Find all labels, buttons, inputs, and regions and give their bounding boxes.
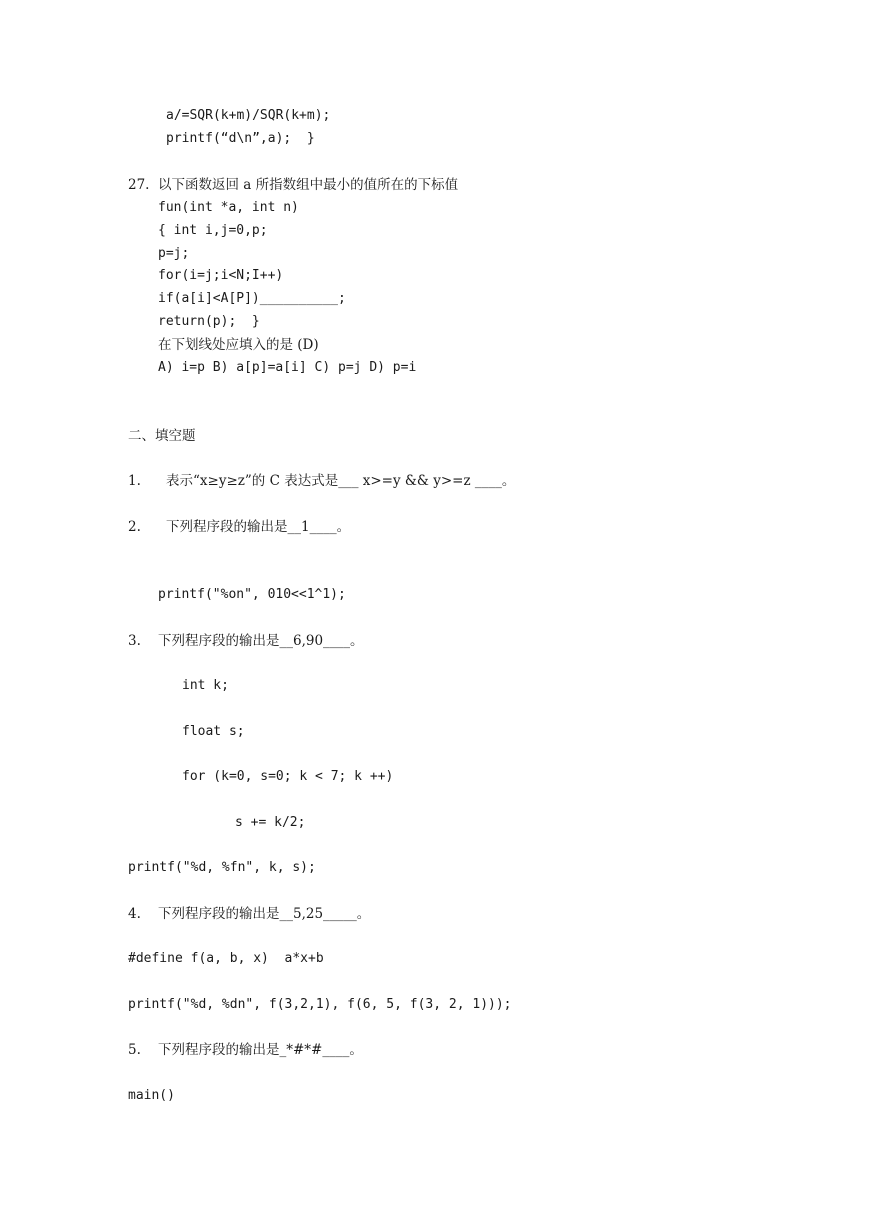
code-line: return(p); } [158,314,260,329]
question-number: 2. [128,519,141,535]
question-number: 5. [128,1042,141,1058]
question-text: 下列程序段的输出是_*#*#____。 [158,1042,363,1058]
code-line: float s; [182,724,245,739]
question-text: 下列程序段的输出是__5,25_____。 [158,906,371,922]
question-text: 下列程序段的输出是__6,90____。 [158,633,364,649]
code-line: s += k/2; [235,815,306,830]
question-text: 表示“x≥y≥z”的 C 表达式是___ x>=y && y>=z ____。 [166,473,516,489]
section-heading: 二、填空题 [128,428,196,444]
code-line: #define f(a, b, x) a*x+b [128,951,324,966]
code-line: printf("%d, %fn", k, s); [128,860,316,875]
question-prompt: 在下划线处应填入的是 (D) [158,337,319,353]
code-line: if(a[i]<A[P])__________; [158,291,346,306]
question-title: 以下函数返回 a 所指数组中最小的值所在的下标值 [158,177,459,193]
code-line: p=j; [158,246,190,261]
code-line: printf("%d, %dn", f(3,2,1), f(6, 5, f(3, 2, 1))); [128,997,512,1012]
code-line: a/=SQR(k+m)/SQR(k+m); [166,108,331,123]
code-line: for (k=0, s=0; k < 7; k ++) [182,769,394,784]
question-text: 下列程序段的输出是__1____。 [166,519,351,535]
code-line: printf(“d\n”,a); } [166,131,315,146]
question-number: 1. [128,473,141,489]
question-number: 27. [128,177,150,193]
code-line: fun(int *a, int n) [158,200,299,215]
question-number: 4. [128,906,141,922]
answer-options: A) i=p B) a[p]=a[i] C) p=j D) p=i [158,360,417,375]
code-line: main() [128,1088,175,1103]
code-line: { int i,j=0,p; [158,223,268,238]
code-line: for(i=j;i<N;I++) [158,268,284,283]
question-number: 3. [128,633,141,649]
code-line: int k; [182,678,229,693]
code-line: printf("%on", 010<<1^1); [158,587,346,602]
